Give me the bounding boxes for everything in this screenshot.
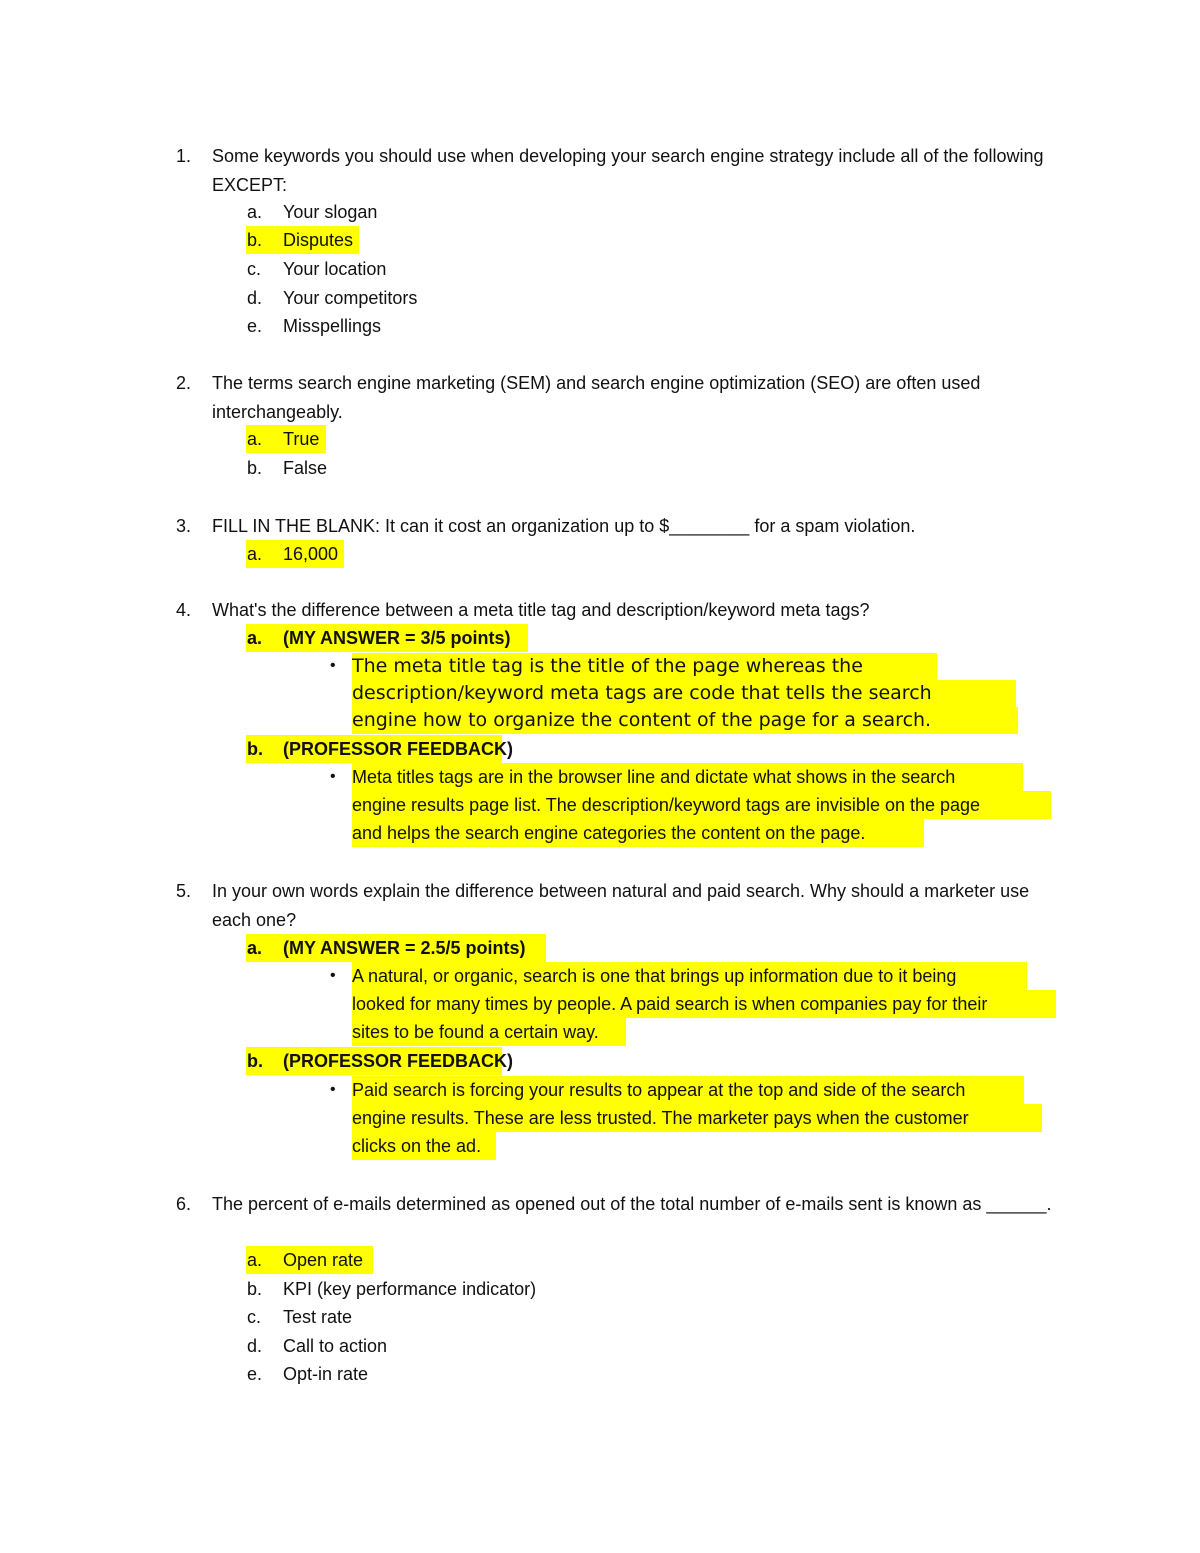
option-text: (PROFESSOR FEEDBACK)	[283, 1051, 514, 1071]
bullet-icon: •	[330, 768, 336, 785]
option-text: Open rate	[283, 1250, 364, 1270]
question-text: The terms search engine marketing (SEM) and search engine optimization (SEO) are often used interchangeably.	[212, 373, 981, 422]
option-letter: d.	[247, 1336, 263, 1356]
option-text: KPI (key performance indicator)	[283, 1279, 537, 1299]
option-text: Opt-in rate	[283, 1364, 369, 1384]
question-text: In your own words explain the difference between natural and paid search. Why should a marketer use each one?	[212, 881, 1030, 930]
question-number: 6.	[176, 1194, 192, 1214]
question-text: What's the difference between a meta title tag and description/keyword meta tags?	[212, 600, 870, 620]
option-letter: e.	[247, 316, 263, 336]
option-letter: c.	[247, 1307, 262, 1327]
option-letter: d.	[247, 288, 263, 308]
option-letter: c.	[247, 259, 262, 279]
question-text: The percent of e-mails determined as opened out of the total number of e-mails sent is known as ______.	[212, 1194, 1052, 1214]
question-number: 3.	[176, 516, 192, 536]
option-letter: a.	[247, 628, 263, 648]
feedback-line: and helps the search engine categories the content on the page.	[352, 819, 924, 847]
my-answer-line: A natural, or organic, search is one that brings up information due to it being	[352, 962, 1027, 990]
option-letter: b.	[247, 739, 263, 759]
my-answer-line: description/keyword meta tags are code that tells the search	[352, 680, 1016, 707]
question-text: FILL IN THE BLANK: It can it cost an organization up to $________ for a spam violation.	[212, 516, 916, 536]
option-letter: a.	[247, 202, 263, 222]
my-answer-line: The meta title tag is the title of the page whereas the	[352, 653, 937, 680]
option-letter: b.	[247, 230, 263, 250]
my-answer-line: looked for many times by people. A paid search is when companies pay for their	[352, 990, 1056, 1018]
option-text: Disputes	[283, 230, 354, 250]
my-answer-line: engine how to organize the content of the page for a search.	[352, 707, 1018, 734]
option-text: 16,000	[283, 544, 339, 564]
option-text: Misspellings	[283, 316, 382, 336]
bullet-icon: •	[330, 1081, 336, 1098]
option-letter: b.	[247, 1051, 263, 1071]
option-letter: b.	[247, 1279, 263, 1299]
option-text: False	[283, 458, 328, 478]
option-letter: a.	[247, 544, 263, 564]
option-text: Call to action	[283, 1336, 388, 1356]
question-number: 2.	[176, 373, 192, 393]
option-text: Your location	[283, 259, 387, 279]
option-text: (MY ANSWER = 2.5/5 points)	[283, 938, 526, 958]
question-text: Some keywords you should use when developing your search engine strategy include all of the following EXCEPT:	[212, 146, 1044, 195]
option-letter: b.	[247, 458, 263, 478]
feedback-line: Meta titles tags are in the browser line and dictate what shows in the search	[352, 763, 1023, 791]
option-text: (MY ANSWER = 3/5 points)	[283, 628, 511, 648]
option-text: True	[283, 429, 320, 449]
question-number: 1.	[176, 146, 192, 166]
option-letter: a.	[247, 429, 263, 449]
my-answer-line: sites to be found a certain way.	[352, 1018, 626, 1046]
option-letter: a.	[247, 938, 263, 958]
question-number: 4.	[176, 600, 192, 620]
question-number: 5.	[176, 881, 192, 901]
feedback-line: clicks on the ad.	[352, 1132, 496, 1160]
option-text: Test rate	[283, 1307, 353, 1327]
bullet-icon: •	[330, 657, 336, 674]
option-text: Your competitors	[283, 288, 418, 308]
bullet-icon: •	[330, 967, 336, 984]
feedback-line: engine results. These are less trusted. The marketer pays when the customer	[352, 1104, 1042, 1132]
feedback-line: Paid search is forcing your results to appear at the top and side of the search	[352, 1076, 1024, 1104]
option-letter: a.	[247, 1250, 263, 1270]
option-text: (PROFESSOR FEEDBACK)	[283, 739, 514, 759]
feedback-line: engine results page list. The description/keyword tags are invisible on the page	[352, 791, 1051, 819]
option-letter: e.	[247, 1364, 263, 1384]
option-text: Your slogan	[283, 202, 378, 222]
